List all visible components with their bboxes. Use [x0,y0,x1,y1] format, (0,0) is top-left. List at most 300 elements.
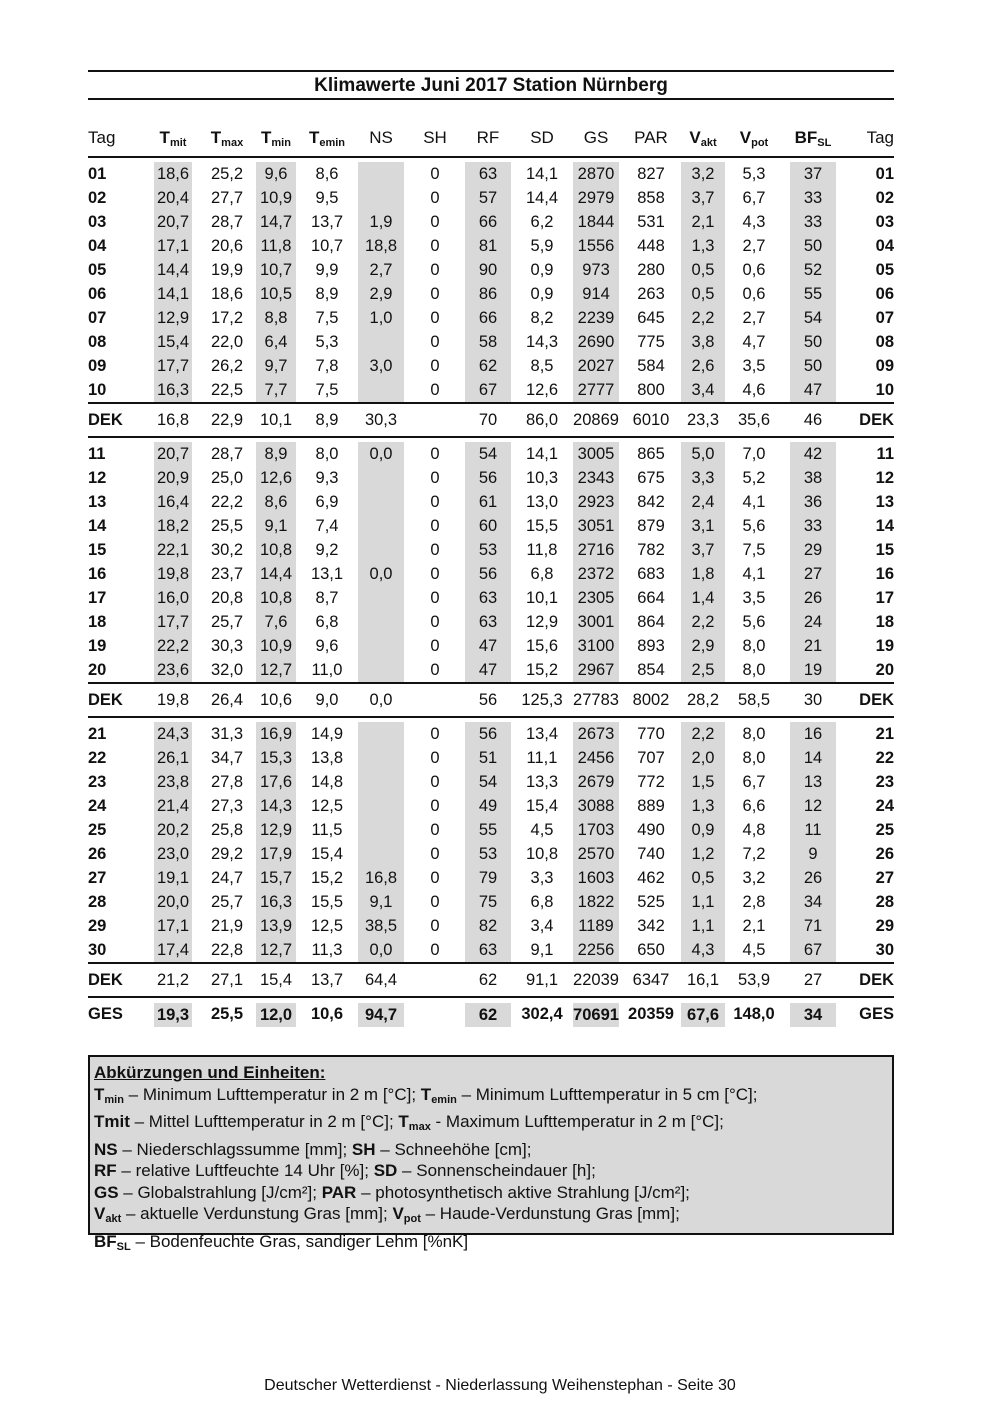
table-cell: 14,3 [525,333,559,351]
table-cell: 17,7 [154,610,192,634]
legend-box [88,1055,894,1253]
table-cell: 342 [637,917,665,935]
table-cell: 55 [790,282,836,306]
column-header: Tag [866,128,894,147]
table-cell: 38,5 [358,914,404,938]
table-cell: 8,7 [315,589,339,607]
table-cell [358,770,404,794]
table-cell: 25,0 [210,469,244,487]
table-cell: 525 [637,893,665,911]
table-cell: 16,3 [256,890,296,914]
table-cell: 3,5 [742,589,766,607]
row-label: 10 [875,381,894,399]
table-row [88,156,894,186]
table-cell: 16,9 [256,722,296,746]
table-cell: 28,7 [210,445,244,463]
row-label: 16 [875,565,894,583]
table-cell: 67 [465,378,511,402]
table-cell: 0,0 [358,442,404,466]
table-cell: 75 [465,890,511,914]
table-cell: 8,0 [315,445,339,463]
table-cell: 9,1 [530,941,554,959]
table-cell: 86,0 [525,411,559,429]
table-cell: 9,3 [315,469,339,487]
table-row [88,538,894,562]
table-cell: 13,4 [525,725,559,743]
table-cell: 8,2 [530,309,554,327]
table-cell: 23,0 [154,842,192,866]
legend-line: NS – Niederschlagssumme [mm]; SH – Schneehöhe [cm]; [94,1139,532,1159]
row-label: 01 [875,165,894,183]
table-cell: 0 [430,213,440,231]
table-cell: 2027 [573,354,619,378]
table-cell: 0,9 [681,818,725,842]
table-cell [358,186,404,210]
table-cell: 26,2 [210,357,244,375]
table-cell: 0 [430,749,440,767]
table-cell: 5,6 [742,613,766,631]
table-cell: 6,7 [742,773,766,791]
table-cell: 13,7 [310,971,344,989]
row-label: 07 [875,309,894,327]
row-label: 24 [88,797,107,815]
table-cell: 7,5 [315,381,339,399]
table-cell: 15,4 [259,971,293,989]
table-cell: 20,0 [154,890,192,914]
table-cell: 30,3 [210,637,244,655]
table-cell: 10,6 [310,1005,344,1023]
table-cell: 14,4 [256,562,296,586]
table-cell: 34,7 [210,749,244,767]
table-cell: 14,8 [310,773,344,791]
row-label: 07 [88,309,107,327]
table-cell: 26 [790,866,836,890]
table-cell: 0 [430,381,440,399]
table-cell: 8,6 [256,490,296,514]
table-cell: 645 [637,309,665,327]
table-cell: 1822 [573,890,619,914]
table-cell: 17,9 [256,842,296,866]
table-cell: 62 [465,1003,511,1027]
table-cell: 3,4 [681,378,725,402]
table-cell [358,586,404,610]
table-cell: 36 [790,490,836,514]
row-label: 14 [875,517,894,535]
table-cell: 67 [790,938,836,962]
table-cell: 775 [637,333,665,351]
table-cell [410,964,460,996]
table-cell: 15,5 [310,893,344,911]
table-cell: 9,6 [315,637,339,655]
table-cell: 125,3 [521,691,563,709]
table-cell: 70691 [573,1003,619,1027]
table-cell: 854 [637,661,665,679]
table-cell: 20,7 [154,210,192,234]
table-cell: 12,5 [310,797,344,815]
table-cell: 0,5 [681,282,725,306]
table-cell: 15,4 [310,845,344,863]
table-cell: 21,9 [210,917,244,935]
table-cell: 66 [465,210,511,234]
row-label: 04 [88,237,107,255]
row-label: 21 [875,725,894,743]
table-cell: 2,1 [742,917,766,935]
table-cell: 0 [430,165,440,183]
column-header: RF [476,128,500,147]
column-header: PAR [634,128,668,147]
row-label: 03 [875,213,894,231]
table-cell: 7,6 [256,610,296,634]
column-header: SD [530,128,554,147]
legend-line: RF – relative Luftfeuchte 14 Uhr [%]; SD – Sonnenscheindauer [h]; [94,1161,596,1180]
row-label: 22 [875,749,894,767]
table-row [88,746,894,770]
table-cell: 20869 [573,411,619,429]
table-cell: 9,9 [315,261,339,279]
table-cell: 16 [790,722,836,746]
table-cell: 10,6 [259,691,293,709]
table-cell: 25,2 [210,165,244,183]
table-cell: 6,8 [315,613,339,631]
table-cell: 4,6 [742,381,766,399]
table-cell: 26 [790,586,836,610]
table-cell: 22,2 [210,493,244,511]
legend-line: GS – Globalstrahlung [J/cm²]; PAR – photosynthetisch aktive Strahlung [J/cm²]; [94,1182,690,1202]
table-cell: 2,9 [358,282,404,306]
row-label: DEK [859,411,894,429]
table-cell: 50 [790,330,836,354]
page-title: Klimawerte Juni 2017 Station Nürnberg [88,70,894,100]
table-cell: 2,4 [681,490,725,514]
table-cell: 53 [465,842,511,866]
legend-line: Tmit – Mittel Lufttemperatur in 2 m [°C]; $T_{max}$ - Maximum Lufttemperatur in 2 m [°C]; [94,1112,724,1133]
row-label: 29 [875,917,894,935]
table-row [88,770,894,794]
table-cell: 28,7 [210,213,244,231]
table-cell: 8,0 [742,725,766,743]
row-label: 10 [88,381,107,399]
table-cell: 0 [430,613,440,631]
table-cell [410,998,460,1030]
table-cell: 27,1 [210,971,244,989]
table-cell: 683 [637,565,665,583]
row-label: 11 [88,445,106,463]
table-cell: 20,7 [154,442,192,466]
row-label: 13 [88,493,107,511]
row-label: 02 [88,189,107,207]
table-row [88,514,894,538]
legend-lines [94,1084,892,1259]
table-cell: 2979 [573,186,619,210]
table-row [88,866,894,890]
table-cell: 63 [465,938,511,962]
table-cell: 12,6 [256,466,296,490]
table-cell: 490 [637,821,665,839]
table-cell: 4,3 [742,213,766,231]
table-cell: 2,0 [681,746,725,770]
table-cell: 0 [430,189,440,207]
table-cell: 33 [790,186,836,210]
table-cell: 49 [465,794,511,818]
table-cell: 0 [430,469,440,487]
table-cell: 53,9 [737,971,771,989]
table-cell: 7,4 [315,517,339,535]
row-label: 15 [88,541,107,559]
table-cell: 20,6 [210,237,244,255]
table-cell: 0,6 [742,261,766,279]
table-cell: 7,5 [742,541,766,559]
table-cell [410,684,460,716]
table-cell: 14,3 [256,794,296,818]
table-cell: 1,5 [681,770,725,794]
row-label: DEK [859,691,894,709]
table-cell: 2923 [573,490,619,514]
table-cell: 38 [790,466,836,490]
row-label: 11 [876,445,894,463]
table-cell: 22,0 [210,333,244,351]
table-cell: 12 [790,794,836,818]
column-header: $T_{emin}$ [308,128,346,149]
table-cell: 4,1 [742,565,766,583]
table-cell: 32,0 [210,661,244,679]
table-header-row [88,120,894,156]
table-cell: 0 [430,261,440,279]
table-row [88,938,894,962]
table-cell: 10,9 [256,186,296,210]
table-cell: 8,9 [315,411,339,429]
table-cell: 893 [637,637,665,655]
table-cell: 584 [637,357,665,375]
table-row [88,490,894,514]
table-cell: 17,1 [154,234,192,258]
table-cell: 19,8 [154,562,192,586]
table-cell: 90 [465,258,511,282]
table-cell [358,378,404,402]
table-cell: 7,7 [256,378,296,402]
table-cell: 34 [790,1003,836,1027]
row-label: 21 [88,725,107,743]
table-cell: 0 [430,333,440,351]
table-cell: 16,3 [154,378,192,402]
table-cell: 20,4 [154,186,192,210]
table-cell: 0,9 [530,261,554,279]
table-cell: 11,3 [311,941,343,959]
table-cell: 6010 [632,411,670,429]
table-cell: 2690 [573,330,619,354]
table-cell [358,162,404,186]
table-cell: 53 [465,538,511,562]
table-cell: 21,2 [156,971,190,989]
table-cell: 8,0 [742,661,766,679]
table-cell: 19,9 [210,261,244,279]
table-cell: 0 [430,893,440,911]
table-row [88,658,894,682]
table-cell: 827 [637,165,665,183]
table-cell: 22039 [573,971,619,989]
table-cell: 58 [465,330,511,354]
table-cell: 23,8 [154,770,192,794]
row-label: 12 [88,469,107,487]
table-cell: 0 [430,445,440,463]
table-cell: 10,5 [256,282,296,306]
table-cell: 22,1 [154,538,192,562]
table-cell: 2,1 [681,210,725,234]
table-cell: 42 [790,442,836,466]
table-cell: 2,2 [681,610,725,634]
row-label: 12 [875,469,894,487]
table-cell: 18,8 [358,234,404,258]
table-cell: 8,9 [256,442,296,466]
table-cell: 1,3 [681,794,725,818]
table-cell: 3100 [573,634,619,658]
table-cell: 8,8 [256,306,296,330]
table-cell: 800 [637,381,665,399]
table-cell: 11,1 [526,749,558,767]
table-cell: 2256 [573,938,619,962]
table-cell: 23,7 [210,565,244,583]
table-cell: 6347 [632,971,670,989]
table-row [88,378,894,402]
table-cell: 5,3 [315,333,339,351]
row-label: 26 [875,845,894,863]
table-cell: 79 [465,866,511,890]
table-cell: 10,8 [256,538,296,562]
table-cell: 0 [430,869,440,887]
table-cell: 0 [430,237,440,255]
row-label: 18 [875,613,894,631]
table-row [88,562,894,586]
table-cell: 14,1 [154,282,192,306]
table-cell: 782 [637,541,665,559]
table-cell: 0 [430,517,440,535]
table-cell: 62 [465,354,511,378]
table-cell: 8,0 [742,637,766,655]
table-cell: 46 [803,411,823,429]
table-cell: 15,4 [154,330,192,354]
table-cell: 12,0 [256,1003,296,1027]
table-cell: 25,5 [210,517,244,535]
table-cell: 28,2 [686,691,720,709]
table-cell: 16,4 [154,490,192,514]
table-cell: 27,8 [210,773,244,791]
table-cell: 17,6 [256,770,296,794]
table-cell: 2,6 [681,354,725,378]
table-cell: 2,5 [681,658,725,682]
table-cell: 2777 [573,378,619,402]
table-cell: 2673 [573,722,619,746]
table-cell: 61 [465,490,511,514]
table-cell: 19 [790,658,836,682]
table-row [88,634,894,658]
table-row [88,890,894,914]
table-cell: 1703 [573,818,619,842]
row-label: 25 [875,821,894,839]
table-cell: 6,2 [530,213,554,231]
table-cell: 12,9 [154,306,192,330]
row-label: 20 [875,661,894,679]
table-cell: 25,5 [210,1005,244,1023]
table-cell: 7,2 [742,845,766,863]
row-label: 08 [875,333,894,351]
column-header: $V_{pot}$ [739,128,769,149]
table-cell: 52 [790,258,836,282]
table-cell: 27 [803,971,823,989]
row-label: 30 [88,941,107,959]
table-cell: 56 [465,722,511,746]
row-label: 25 [88,821,107,839]
table-cell: 25,7 [210,893,244,911]
table-cell: 12,5 [310,917,344,935]
table-cell: 24,7 [210,869,244,887]
table-cell: 864 [637,613,665,631]
decade-summary-row [88,402,894,436]
decade-summary-row [88,682,894,716]
table-cell: 2,2 [681,306,725,330]
table-cell: 5,2 [742,469,766,487]
table-cell: 14,7 [256,210,296,234]
table-cell: 0 [430,637,440,655]
table-cell: 9 [790,842,836,866]
table-cell: 25,8 [210,821,244,839]
table-cell: 19,8 [156,691,190,709]
table-cell: 18,6 [210,285,244,303]
table-cell: 12,9 [256,818,296,842]
table-cell: 26,1 [154,746,192,770]
legend-line: $V_{akt}$ – aktuelle Verdunstung Gras [mm]; $V_{pot}$ – Haude-Verdunstung Gras [mm]; [94,1204,680,1225]
table-row [88,282,894,306]
table-cell: 62 [478,971,498,989]
table-cell: 740 [637,845,665,863]
table-row [88,842,894,866]
table-row [88,610,894,634]
table-cell: 13 [790,770,836,794]
table-cell: 7,5 [315,309,339,327]
table-cell: 50 [790,234,836,258]
table-cell: 66 [465,306,511,330]
table-cell: 14,4 [154,258,192,282]
table-cell: 10,3 [525,469,559,487]
table-cell: 0 [430,845,440,863]
row-label: DEK [88,971,123,989]
table-cell: 2343 [573,466,619,490]
table-row [88,586,894,610]
table-cell: 1844 [573,210,619,234]
table-cell: 24 [790,610,836,634]
table-cell: 0,5 [681,258,725,282]
table-cell: 1,0 [358,306,404,330]
table-cell: 24,3 [154,722,192,746]
table-cell: 15,4 [525,797,559,815]
table-row [88,330,894,354]
table-cell: 15,5 [525,517,559,535]
table-cell: 19,3 [154,1003,192,1027]
table-cell: 37 [790,162,836,186]
table-cell: 8,9 [315,285,339,303]
table-cell: 1189 [573,914,619,938]
row-label: 16 [88,565,107,583]
table-cell: 3,2 [742,869,766,887]
table-cell: 9,2 [315,541,339,559]
row-label: 22 [88,749,107,767]
table-cell: 35,6 [737,411,771,429]
row-label: 30 [875,941,894,959]
table-cell: 2,7 [358,258,404,282]
table-cell: 22,9 [210,411,244,429]
table-cell: 7,8 [315,357,339,375]
table-cell: 15,2 [310,869,344,887]
table-cell: 0,0 [369,691,393,709]
table-cell: 10,7 [256,258,296,282]
